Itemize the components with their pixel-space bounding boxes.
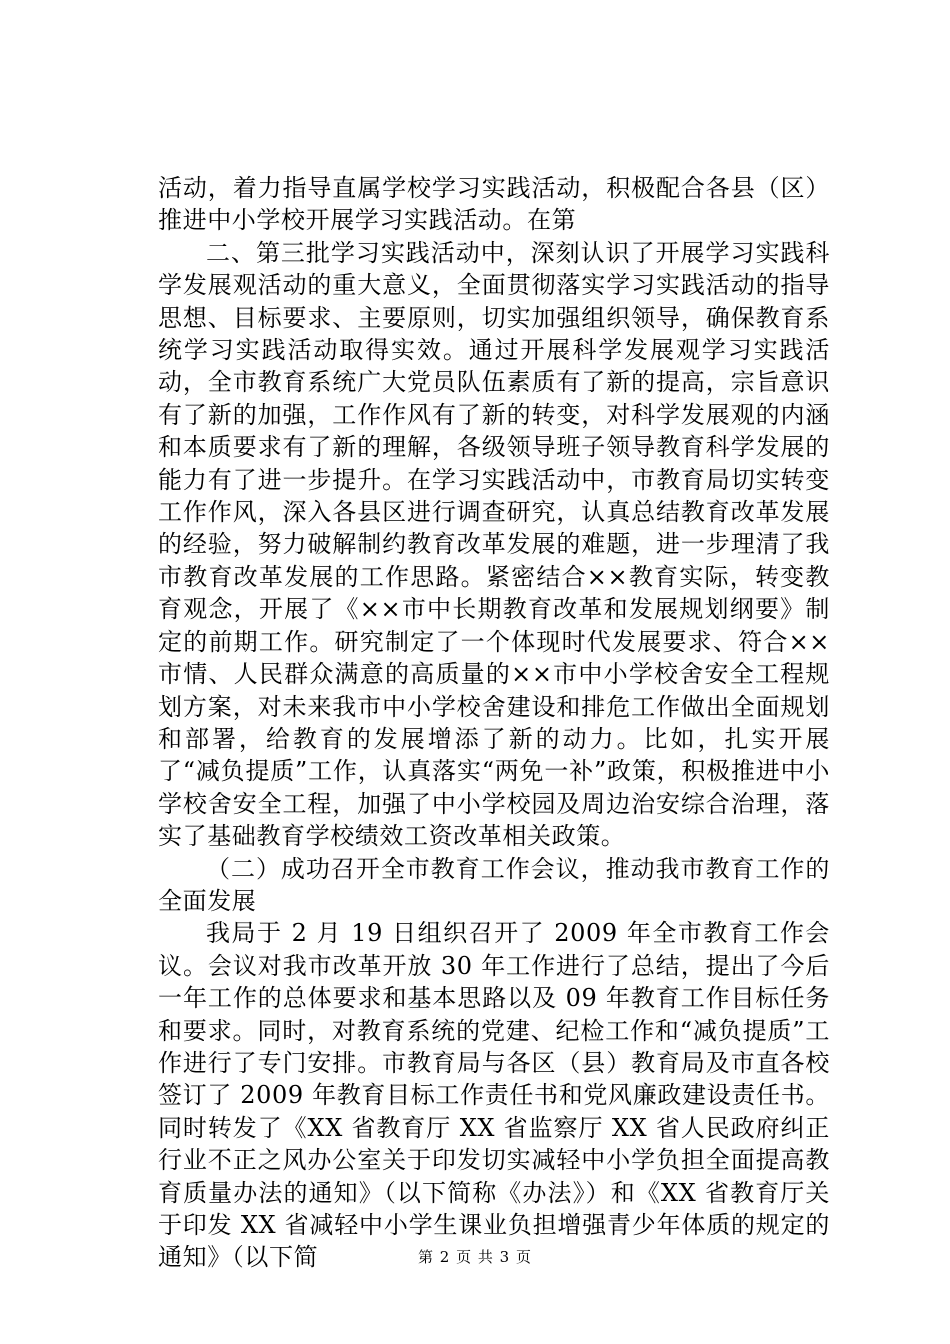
page-footer: 第 2 页 共 3 页 <box>418 1248 532 1266</box>
document-body <box>158 172 830 1274</box>
paragraph-study-practice: 二、第三批学习实践活动中，深刻认识了开展学习实践科学发展观活动的重大意义，全面贯彻落实学习实践活动的指导思想、目标要求、主要原则，切实加强组织领导，确保教育系统学习实践活动取得实效。通过开展科学发展观学习实践活动，全市教育系统广大党员队伍素质有了新的提高，宗旨意识有了新的加强，工作作风有了新的转变，对科学发展观的内涵和本质要求有了新的理解，各级领导班子领导教育科学发展的能力有了进一步提升。在学习实践活动中，市教育局切实转变工作作风，深入各县区进行调查研究，认真总结教育改革发展的经验，努力破解制约教育改革发展的难题，进一步理清了我市教育改革发展的工作思路。紧密结合××教育实际，转变教育观念，开展了《××市中长期教育改革和发展规划纲要》制定的前期工作。研究制定了一个体现时代发展要求、符合××市情、人民群众满意的高质量的××市中小学校舍安全工程规划方案，对未来我市中小学校舍建设和排危工作做出全面规划和部署，给教育的发展增添了新的动力。比如，扎实开展了“减负提质”工作，认真落实“两免一补”政策，积极推进中小学校舍安全工程，加强了中小学校园及周边治安综合治理，落实了基础教育学校绩效工资改革相关政策。 <box>158 238 830 851</box>
paragraph-continued: 活动，着力指导直属学校学习实践活动，积极配合各县（区）推进中小学校开展学习实践活动。在第 <box>158 174 830 235</box>
paragraph-education-meeting: 我局于 2 月 19 日组织召开了 2009 年全市教育工作会议。会议对我市改革开放 30 年工作进行了总结，提出了今后一年工作的总体要求和基本思路以及 09 年教育工作目标任务和要求。同时，对教育系统的党建、纪检工作和“减负提质”工作进行了专门安排。市教育局与各区（县）教育局及市直各校签订了 2009 年教育目标工作责任书和党风廉政建设责任书。同时转发了《XX 省教育厅 XX 省监察厅 XX 省人民政府纠正行业不正之风办公室关于印发切实减轻中小学负担全面提高教育质量办法的通知》（以下简称《办法》）和《XX 省教育厅关于印发 XX 省减轻中小学生课业负担增强青少年体质的规定的通知》（以下简 <box>158 919 830 1272</box>
section-heading-education-meeting: （二）成功召开全市教育工作会议，推动我市教育工作的全面发展 <box>158 854 830 915</box>
